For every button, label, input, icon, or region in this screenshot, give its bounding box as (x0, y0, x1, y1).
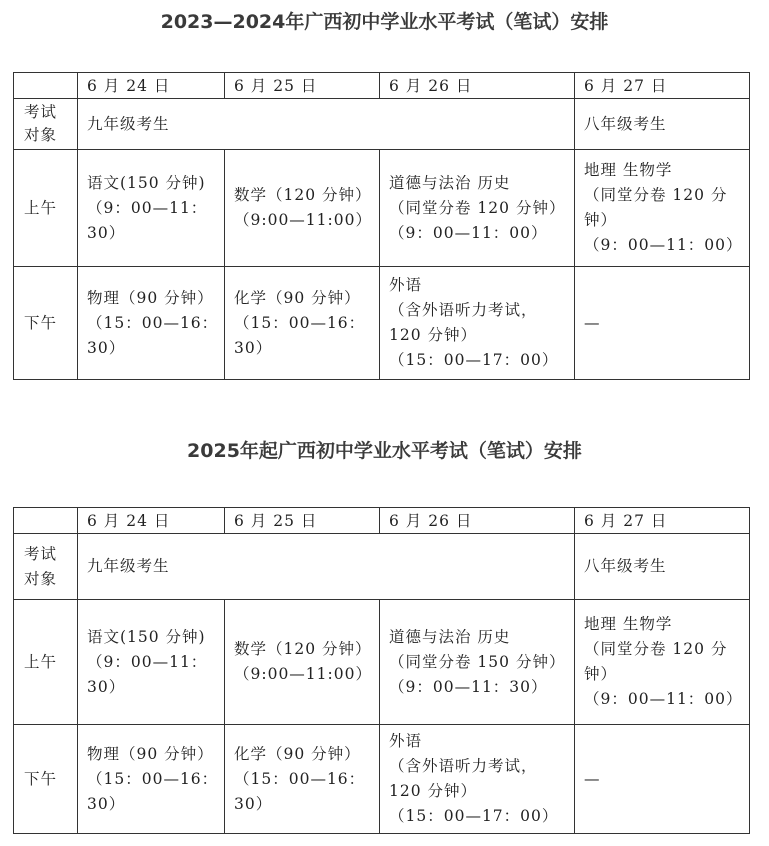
geography-biology-exam-cell: 地理 生物学 （同堂分卷 120 分 钟） （9：00—11：00） (575, 150, 750, 267)
morning-row (14, 150, 750, 267)
date-june-27: 6 月 27 日 (575, 508, 750, 534)
afternoon-label: 下午 (14, 725, 78, 834)
chinese-exam-cell: 语文(150 分钟) （9：00—11： 30） (78, 600, 225, 725)
foreign-language-exam-cell: 外语 （含外语听力考试， 120 分钟） （15：00—17：00） (380, 267, 575, 380)
grade9-candidates: 九年级考生 (78, 534, 575, 600)
physics-exam-cell: 物理（90 分钟） （15：00—16： 30） (78, 725, 225, 834)
exam-schedule-table-2025 (13, 507, 750, 834)
date-june-24: 6 月 24 日 (78, 73, 225, 99)
grade9-candidates: 九年级考生 (78, 99, 575, 150)
date-june-26: 6 月 26 日 (380, 73, 575, 99)
ethics-history-exam-cell: 道德与法治 历史 （同堂分卷 150 分钟） （9：00—11：30） (380, 600, 575, 725)
afternoon-row (14, 725, 750, 834)
morning-label: 上午 (14, 150, 78, 267)
chinese-exam-cell: 语文(150 分钟) （9：00—11： 30） (78, 150, 225, 267)
schedule-title-2025: 2025年起广西初中学业水平考试（笔试）安排 (187, 440, 582, 462)
physics-exam-cell: 物理（90 分钟） （15：00—16： 30） (78, 267, 225, 380)
schedule-title-2023-2024: 2023—2024年广西初中学业水平考试（笔试）安排 (160, 11, 609, 33)
date-header-row (14, 508, 750, 534)
exam-schedule-table-2023-2024 (13, 72, 750, 380)
exam-target-row (14, 99, 750, 150)
date-june-24: 6 月 24 日 (78, 508, 225, 534)
ethics-history-exam-cell: 道德与法治 历史 （同堂分卷 120 分钟） （9：00—11：00） (380, 150, 575, 267)
empty-dash-cell: — (575, 725, 750, 834)
chemistry-exam-cell: 化学（90 分钟） （15：00—16： 30） (225, 267, 380, 380)
exam-target-label: 考试 对象 (14, 534, 78, 600)
geography-biology-exam-cell: 地理 生物学 （同堂分卷 120 分 钟） （9：00—11：00） (575, 600, 750, 725)
afternoon-label: 下午 (14, 267, 78, 380)
empty-dash-cell: — (575, 267, 750, 380)
chemistry-exam-cell: 化学（90 分钟） （15：00—16： 30） (225, 725, 380, 834)
exam-target-row (14, 534, 750, 600)
date-june-26: 6 月 26 日 (380, 508, 575, 534)
corner-cell (14, 508, 78, 534)
grade8-candidates: 八年级考生 (575, 534, 750, 600)
math-exam-cell: 数学（120 分钟） （9:00—11:00） (225, 150, 380, 267)
morning-label: 上午 (14, 600, 78, 725)
date-june-25: 6 月 25 日 (225, 508, 380, 534)
date-june-27: 6 月 27 日 (575, 73, 750, 99)
exam-target-label: 考试 对象 (14, 99, 78, 150)
corner-cell (14, 73, 78, 99)
grade8-candidates: 八年级考生 (575, 99, 750, 150)
date-header-row (14, 73, 750, 99)
math-exam-cell: 数学（120 分钟） （9:00—11:00） (225, 600, 380, 725)
morning-row (14, 600, 750, 725)
afternoon-row (14, 267, 750, 380)
date-june-25: 6 月 25 日 (225, 73, 380, 99)
foreign-language-exam-cell: 外语 （含外语听力考试， 120 分钟） （15：00—17：00） (380, 725, 575, 834)
